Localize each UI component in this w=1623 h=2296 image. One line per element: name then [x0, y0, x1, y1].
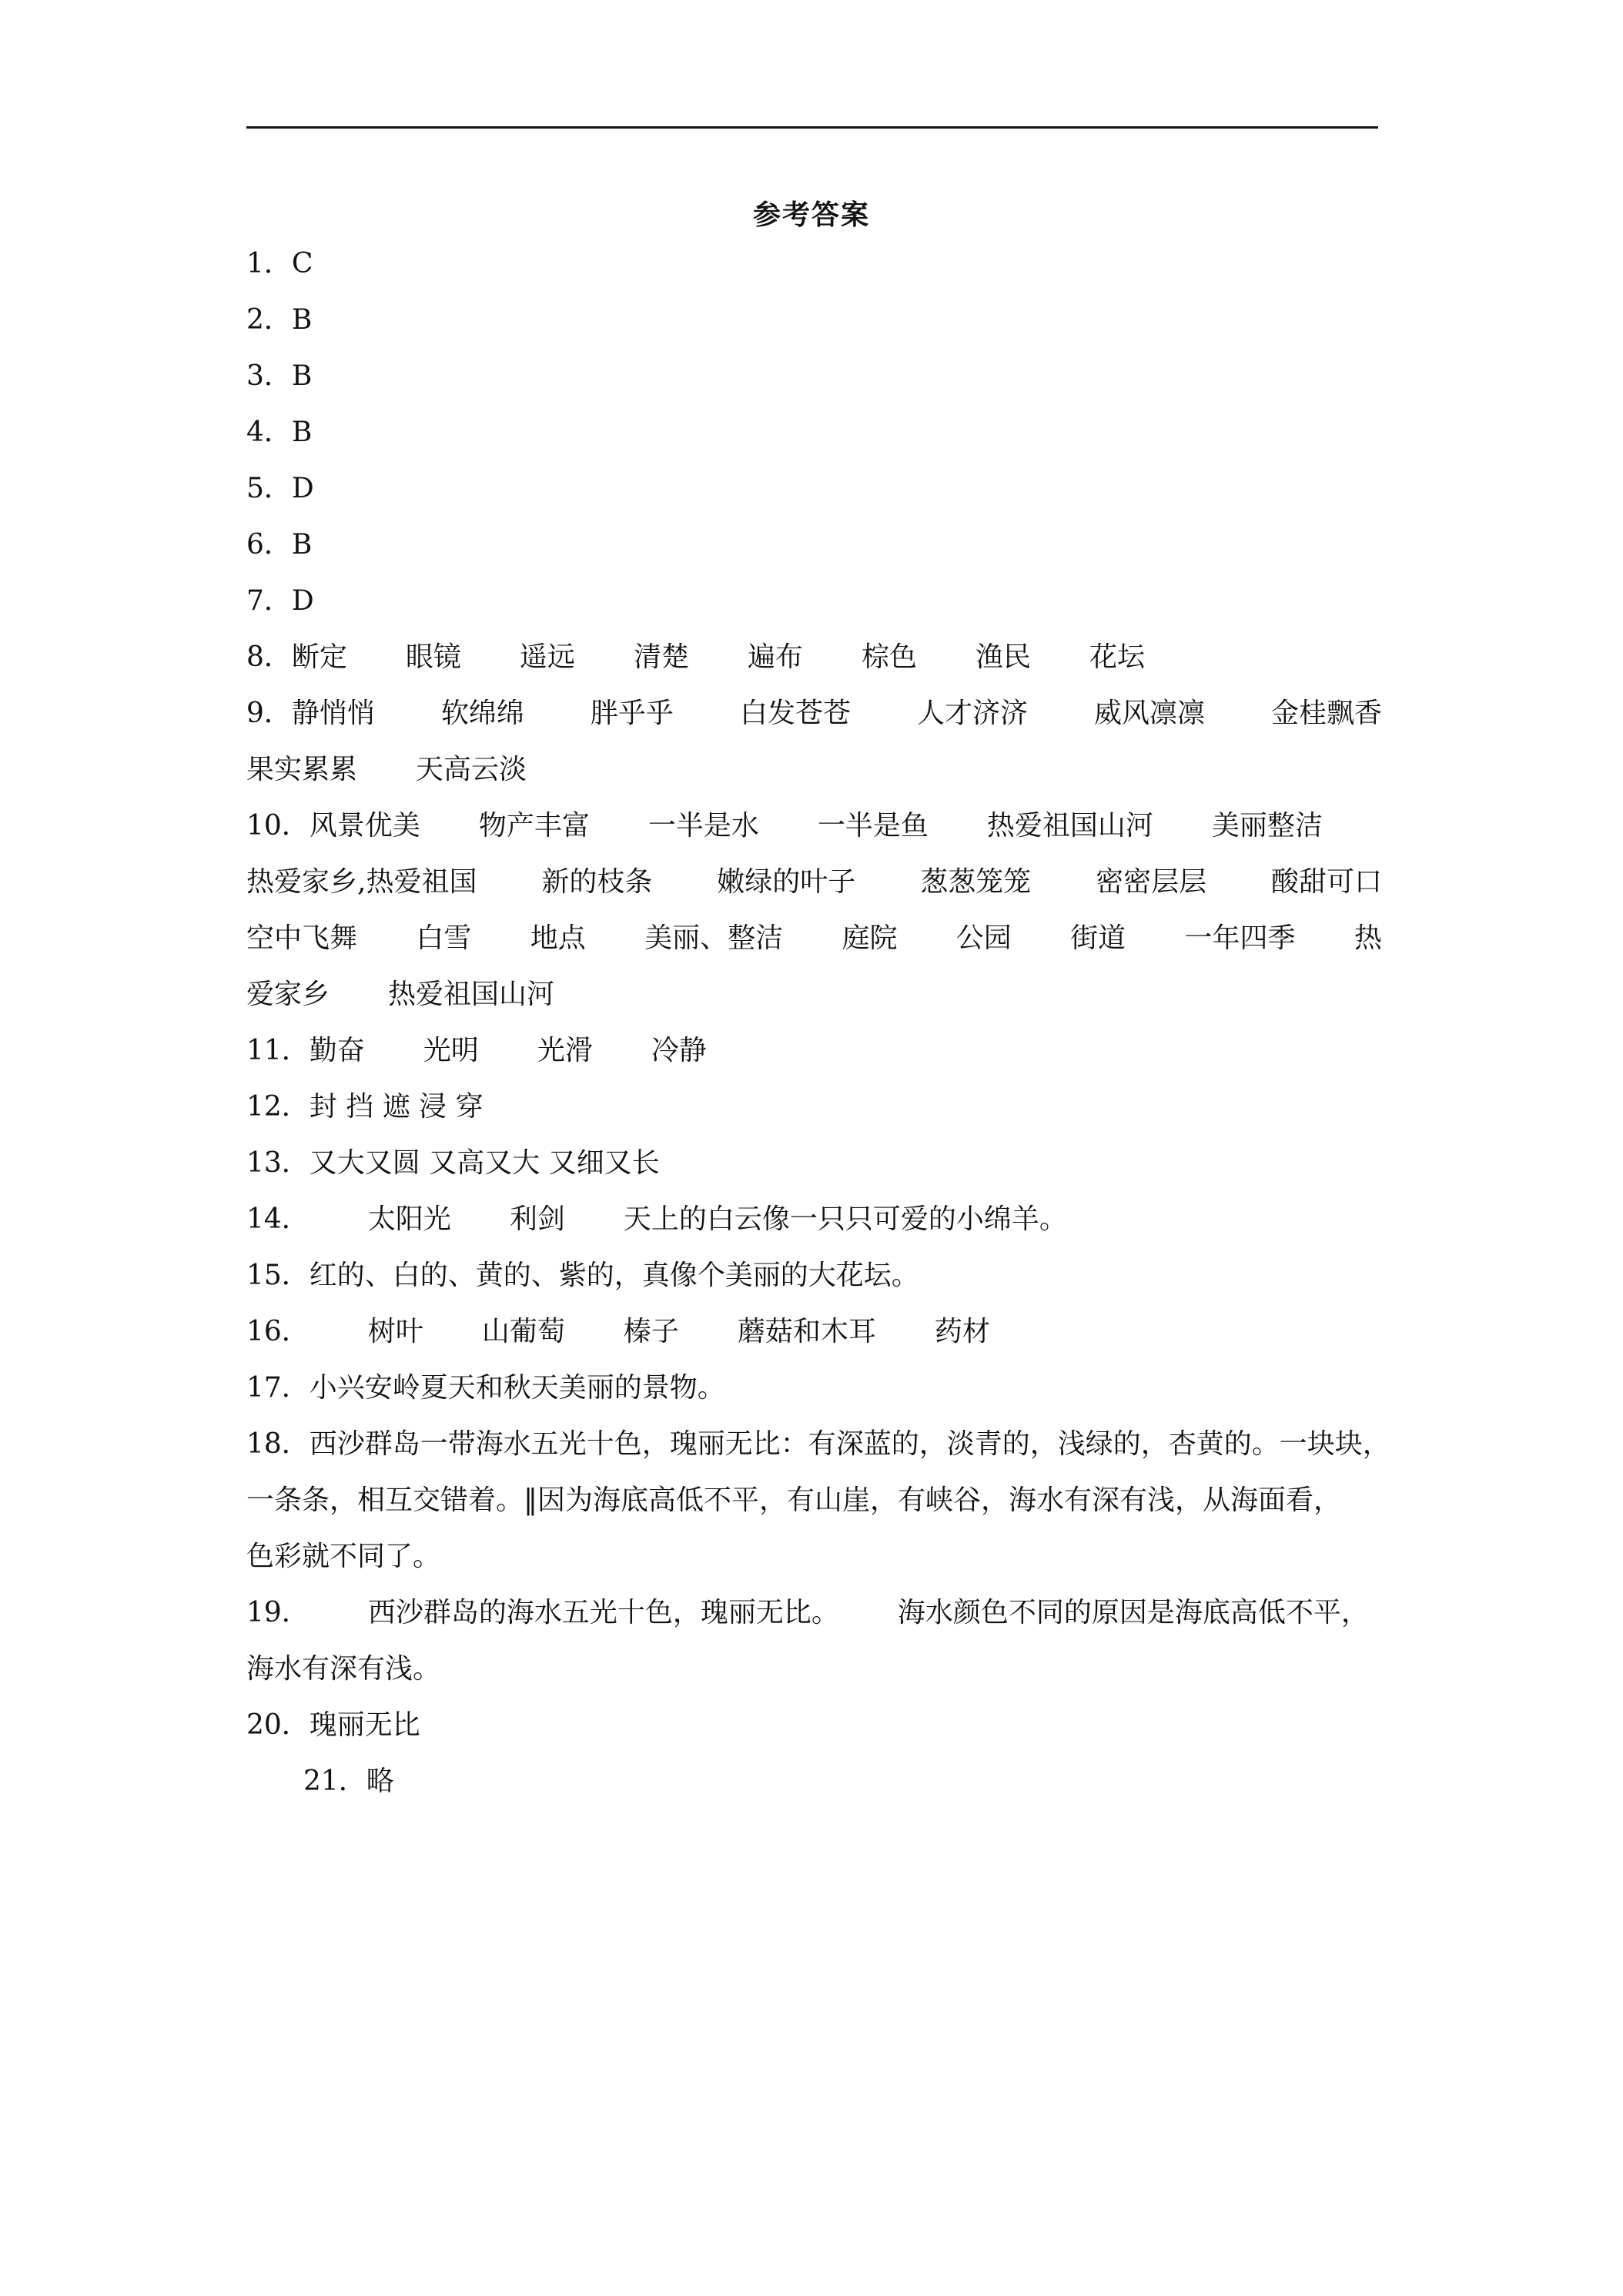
answer-line-19-cont: 海水有深有浅。 — [246, 1653, 441, 1685]
answer-line-11: 11．勤奋 光明 光滑 冷静 — [246, 1035, 707, 1066]
answer-line-8: 8．断定 眼镜 遥远 清楚 遍布 棕色 渔民 花坛 — [246, 641, 1146, 673]
answer-line-10: 10．风景优美 物产丰富 一半是水 一半是鱼 热爱祖国山河 美丽整洁 — [246, 810, 1323, 842]
answer-line-5: 5．D — [246, 473, 314, 504]
answer-list — [246, 236, 1390, 1809]
answer-line-9-cont: 果实累累 天高云淡 — [246, 754, 527, 785]
header-rule — [246, 126, 1378, 129]
answer-line-1: 1．C — [246, 248, 313, 279]
answer-line-6: 6．B — [246, 529, 313, 561]
answer-line-20: 20．瑰丽无比 — [246, 1709, 420, 1741]
answer-line-2: 2．B — [246, 304, 313, 336]
page-title: 参考答案 — [752, 199, 870, 231]
answer-line-18-cont-2: 色彩就不同了。 — [246, 1541, 441, 1572]
answer-line-3: 3．B — [246, 360, 313, 392]
answer-line-9: 9．静悄悄 软绵绵 胖乎乎 白发苍苍 人才济济 威风凛凛 金桂飘香 — [246, 698, 1382, 729]
answer-line-10-cont-2: 空中飞舞 白雪 地点 美丽、整洁 庭院 公园 街道 一年四季 热 — [246, 922, 1382, 954]
answer-line-16: 16． 树叶 山葡萄 榛子 蘑菇和木耳 药材 — [246, 1316, 990, 1347]
answer-line-13: 13．又大又圆 又高又大 又细又长 — [246, 1147, 660, 1179]
answer-line-7: 7．D — [246, 585, 314, 617]
answer-line-21: 21．略 — [303, 1766, 394, 1797]
answer-line-18-cont-1: 一条条，相互交错着。‖因为海底高低不平，有山崖，有峡谷，海水有深有浅，从海面看， — [246, 1484, 1342, 1516]
answer-line-10-cont-1: 热爱家乡,热爱祖国 新的枝条 嫩绿的叶子 葱葱笼笼 密密层层 酸甜可口 — [246, 866, 1382, 898]
answer-line-14: 14． 太阳光 利剑 天上的白云像一只只可爱的小绵羊。 — [246, 1203, 1067, 1235]
answer-line-17: 17．小兴安岭夏天和秋天美丽的景物。 — [246, 1372, 725, 1404]
answer-line-15: 15．红的、白的、黄的、紫的，真像个美丽的大花坛。 — [246, 1260, 919, 1291]
answer-line-18: 18．西沙群岛一带海水五光十色，瑰丽无比：有深蓝的，淡青的，浅绿的，杏黄的。一块块， — [246, 1428, 1390, 1460]
answer-line-4: 4．B — [246, 417, 313, 448]
answer-line-19: 19． 西沙群岛的海水五光十色，瑰丽无比。 海水颜色不同的原因是海底高低不平， — [246, 1597, 1369, 1628]
answer-line-10-cont-3: 爱家乡 热爱祖国山河 — [246, 979, 555, 1010]
answer-line-12: 12．封 挡 遮 浸 穿 — [246, 1091, 484, 1123]
